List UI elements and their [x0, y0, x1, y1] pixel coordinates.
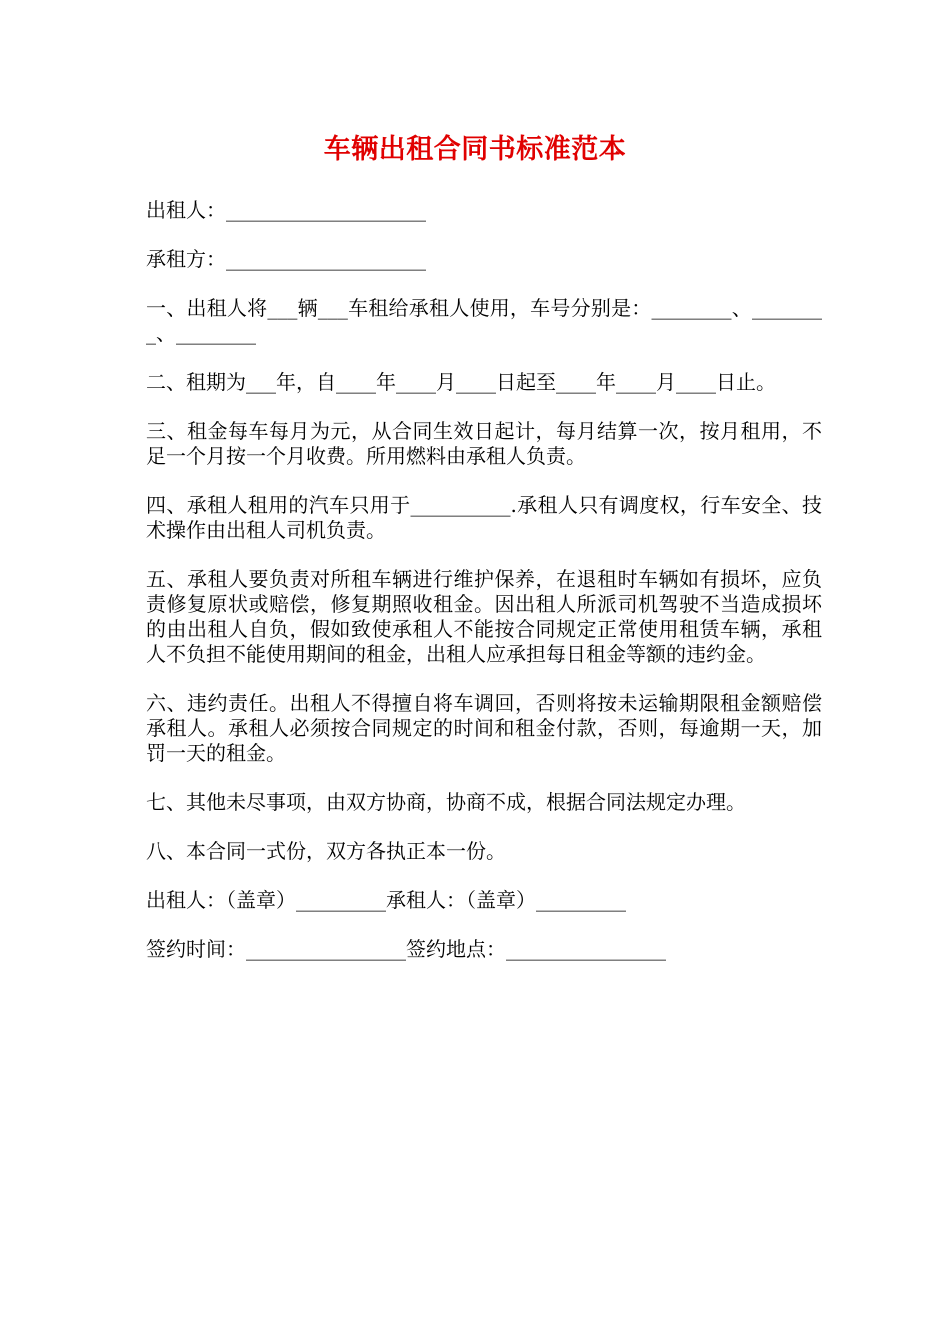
- clause-3: 三、租金每车每月为元，从合同生效日起计，每月结算一次，按月租用，不足一个月按一个月收费。所用燃料由承租人负责。: [146, 419, 822, 468]
- clause-2: 二、租期为___年，自____年____月____日起至____年____月____日止。: [146, 370, 776, 394]
- clause-7: 七、其他未尽事项，由双方协商，协商不成，根据合同法规定办理。: [146, 790, 746, 814]
- document-body: [146, 198, 822, 986]
- clause-5: 五、承租人要负责对所租车辆进行维护保养，在退租时车辆如有损坏，应负责修复原状或赔偿，修复期照收租金。因出租人所派司机驾驶不当造成损坏的由出租人自负，假如致使承租人不能按合同规定正常使用租赁车辆，承租人不负担不能使用期间的租金，出租人应承担每日租金等额的违约金。: [146, 567, 822, 666]
- document-title: 车辆出租合同书标准范本: [323, 134, 627, 165]
- clause-1: 一、出租人将___辆___车租给承租人使用，车号分别是：________、________、________: [146, 296, 822, 345]
- lessee-line: 承租方：____________________: [146, 247, 426, 271]
- clause-8: 八、本合同一式份，双方各执正本一份。: [146, 839, 506, 863]
- signature-seal-line: 出租人：（盖章）_________承租人：（盖章）_________: [146, 888, 626, 912]
- lessor-line: 出租人：____________________: [146, 198, 426, 222]
- signing-time-place-line: 签约时间：________________签约地点：________________: [146, 937, 666, 961]
- clause-6: 六、违约责任。出租人不得擅自将车调回，否则将按未运输期限租金额赔偿承租人。承租人必须按合同规定的时间和租金付款，否则，每逾期一天，加罚一天的租金。: [146, 691, 822, 765]
- clause-4: 四、承租人租用的汽车只用于__________.承租人只有调度权，行车安全、技术操作由出租人司机负责。: [146, 493, 822, 542]
